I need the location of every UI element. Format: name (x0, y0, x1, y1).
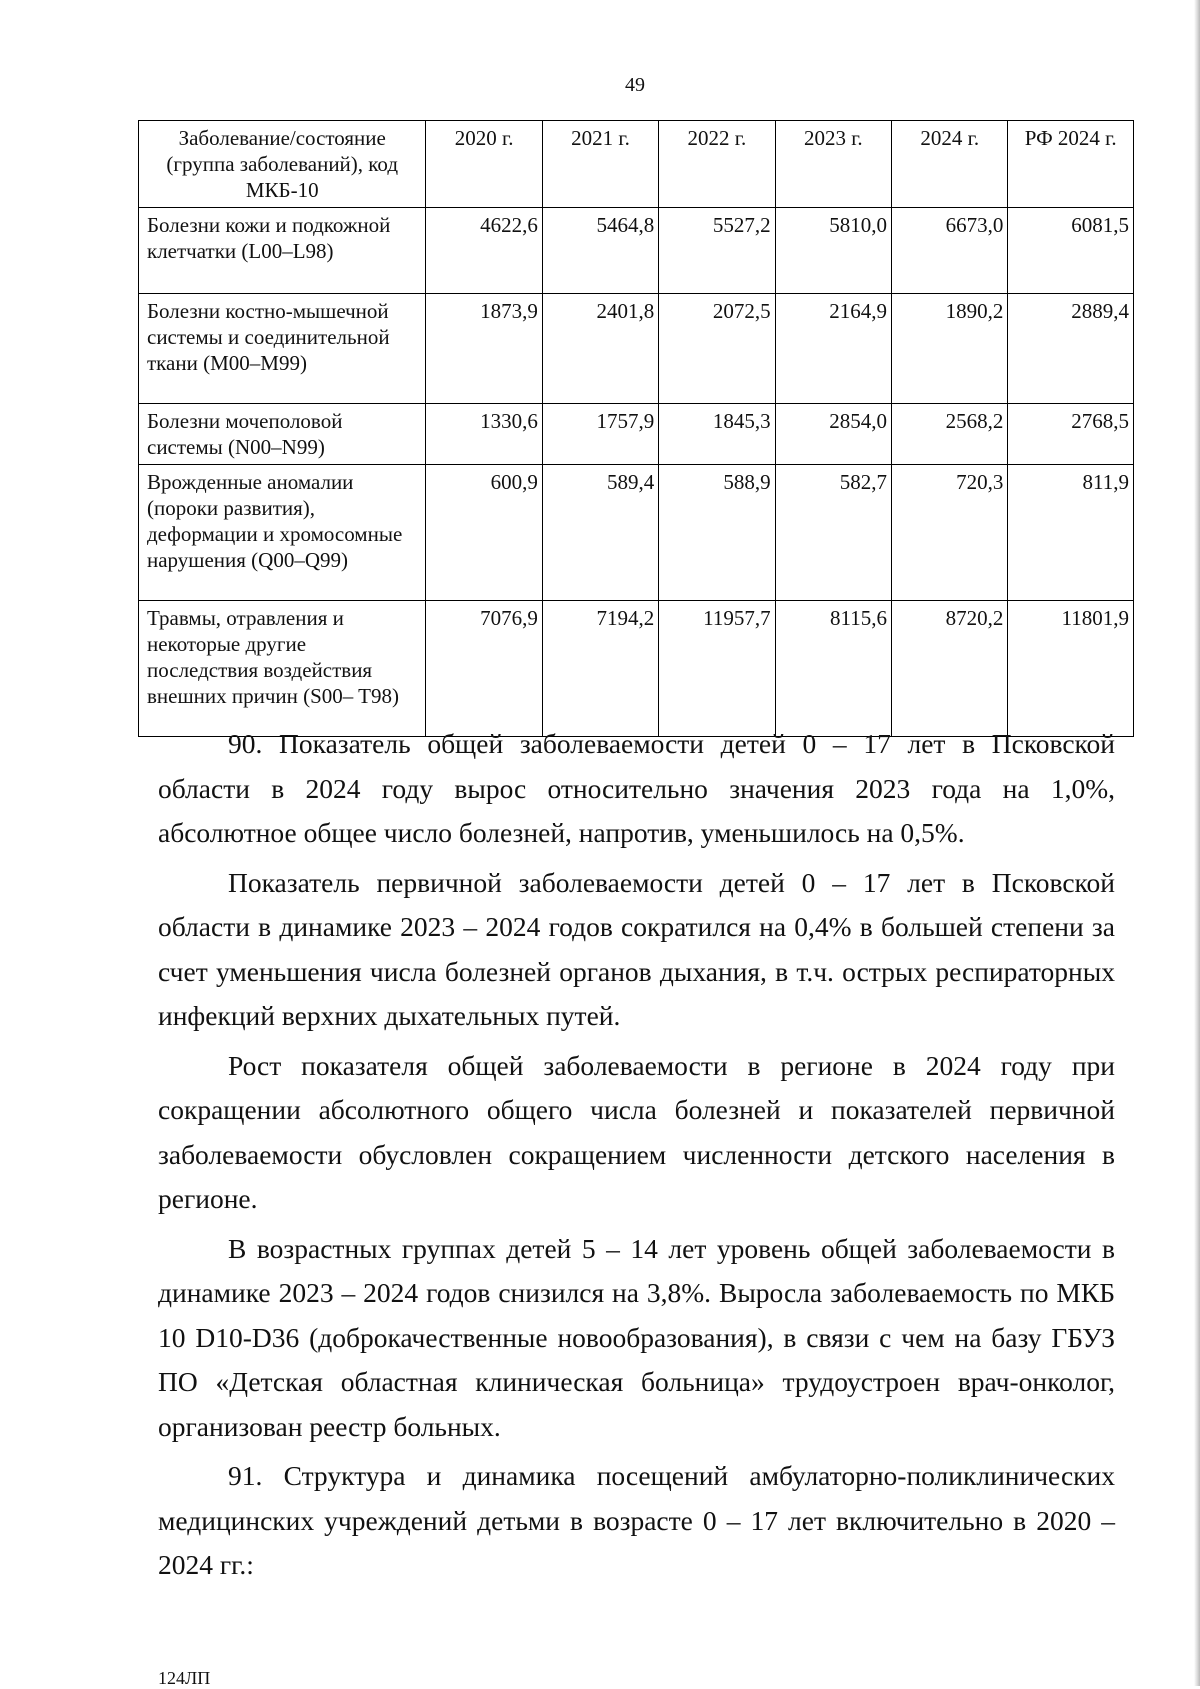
table-header-row (139, 121, 1134, 208)
body-text (158, 722, 1115, 1593)
footer-code: 124ЛП (158, 1668, 211, 1688)
cell-value: 2768,5 (1008, 404, 1134, 465)
row-label: Болезни костно-мышечной системы и соединительной ткани (M00–M99) (139, 294, 426, 404)
table-row (139, 208, 1134, 294)
cell-value: 7076,9 (426, 601, 542, 737)
cell-value: 5464,8 (542, 208, 658, 294)
table-row (139, 601, 1134, 737)
cell-value: 720,3 (892, 465, 1008, 601)
paragraph-91: 91. Структура и динамика посещений амбулаторно-поликлинических медицинских учреждений детьми в возрасте 0 – 17 лет включительно в 2020 – 2024 гг.: (158, 1460, 1115, 1580)
cell-value: 5527,2 (659, 208, 775, 294)
cell-value: 588,9 (659, 465, 775, 601)
table-row (139, 404, 1134, 465)
cell-value: 8720,2 (892, 601, 1008, 737)
cell-value: 1873,9 (426, 294, 542, 404)
cell-value: 2072,5 (659, 294, 775, 404)
cell-value: 8115,6 (775, 601, 891, 737)
paragraph-90: 90. Показатель общей заболеваемости детей 0 – 17 лет в Псковской области в 2024 году вырос относительно значения 2023 года на 1,0%, абсолютное общее число болезней, напротив, уменьшилось на 0,5%. (158, 728, 1115, 848)
row-label: Травмы, отравления и некоторые другие последствия воздействия внешних причин (S00– T98) (139, 601, 426, 737)
row-label: Врожденные аномалии (пороки развития), деформации и хромосомные нарушения (Q00–Q99) (139, 465, 426, 601)
row-label: Болезни кожи и подкожной клетчатки (L00–L98) (139, 208, 426, 294)
statistics-table (138, 120, 1134, 737)
table-row (139, 465, 1134, 601)
cell-value: 11801,9 (1008, 601, 1134, 737)
cell-value: 2889,4 (1008, 294, 1134, 404)
cell-value: 2854,0 (775, 404, 891, 465)
cell-value: 11957,7 (659, 601, 775, 737)
cell-value: 589,4 (542, 465, 658, 601)
cell-value: 5810,0 (775, 208, 891, 294)
header-2024: 2024 г. (892, 121, 1008, 208)
cell-value: 600,9 (426, 465, 542, 601)
paragraph: Рост показателя общей заболеваемости в регионе в 2024 году при сокращении абсолютного общего числа болезней и показателей первичной заболеваемости обусловлен сокращением численности детского населения в регионе. (158, 1049, 1115, 1214)
row-label: Болезни мочеполовой системы (N00–N99) (139, 404, 426, 465)
header-2023: 2023 г. (775, 121, 891, 208)
header-condition: Заболевание/состояние (группа заболеваний), код МКБ-10 (139, 121, 426, 208)
paragraph: В возрастных группах детей 5 – 14 лет уровень общей заболеваемости в динамике 2023 – 2024 годов снизился на 3,8%. Выросла заболеваемость по МКБ 10 D10-D36 (доброкачественные новообразования), в связи с чем на базу ГБУЗ ПО «Детская областная клиническая больница» трудоустроен врач-онколог, организован реестр больных. (158, 1232, 1115, 1442)
header-rf-2024: РФ 2024 г. (1008, 121, 1134, 208)
cell-value: 1890,2 (892, 294, 1008, 404)
cell-value: 6673,0 (892, 208, 1008, 294)
cell-value: 4622,6 (426, 208, 542, 294)
page-number: 49 (625, 74, 645, 96)
cell-value: 1845,3 (659, 404, 775, 465)
table-row (139, 294, 1134, 404)
cell-value: 6081,5 (1008, 208, 1134, 294)
cell-value: 582,7 (775, 465, 891, 601)
cell-value: 2401,8 (542, 294, 658, 404)
cell-value: 7194,2 (542, 601, 658, 737)
cell-value: 1330,6 (426, 404, 542, 465)
scan-edge (1194, 0, 1200, 1686)
header-2021: 2021 г. (542, 121, 658, 208)
cell-value: 811,9 (1008, 465, 1134, 601)
cell-value: 2568,2 (892, 404, 1008, 465)
cell-value: 1757,9 (542, 404, 658, 465)
header-2022: 2022 г. (659, 121, 775, 208)
header-2020: 2020 г. (426, 121, 542, 208)
paragraph: Показатель первичной заболеваемости детей 0 – 17 лет в Псковской области в динамике 2023 – 2024 годов сократился на 0,4% в большей степени за счет уменьшения числа болезней органов дыхания, в т.ч. острых респираторных инфекций верхних дыхательных путей. (158, 866, 1115, 1031)
cell-value: 2164,9 (775, 294, 891, 404)
